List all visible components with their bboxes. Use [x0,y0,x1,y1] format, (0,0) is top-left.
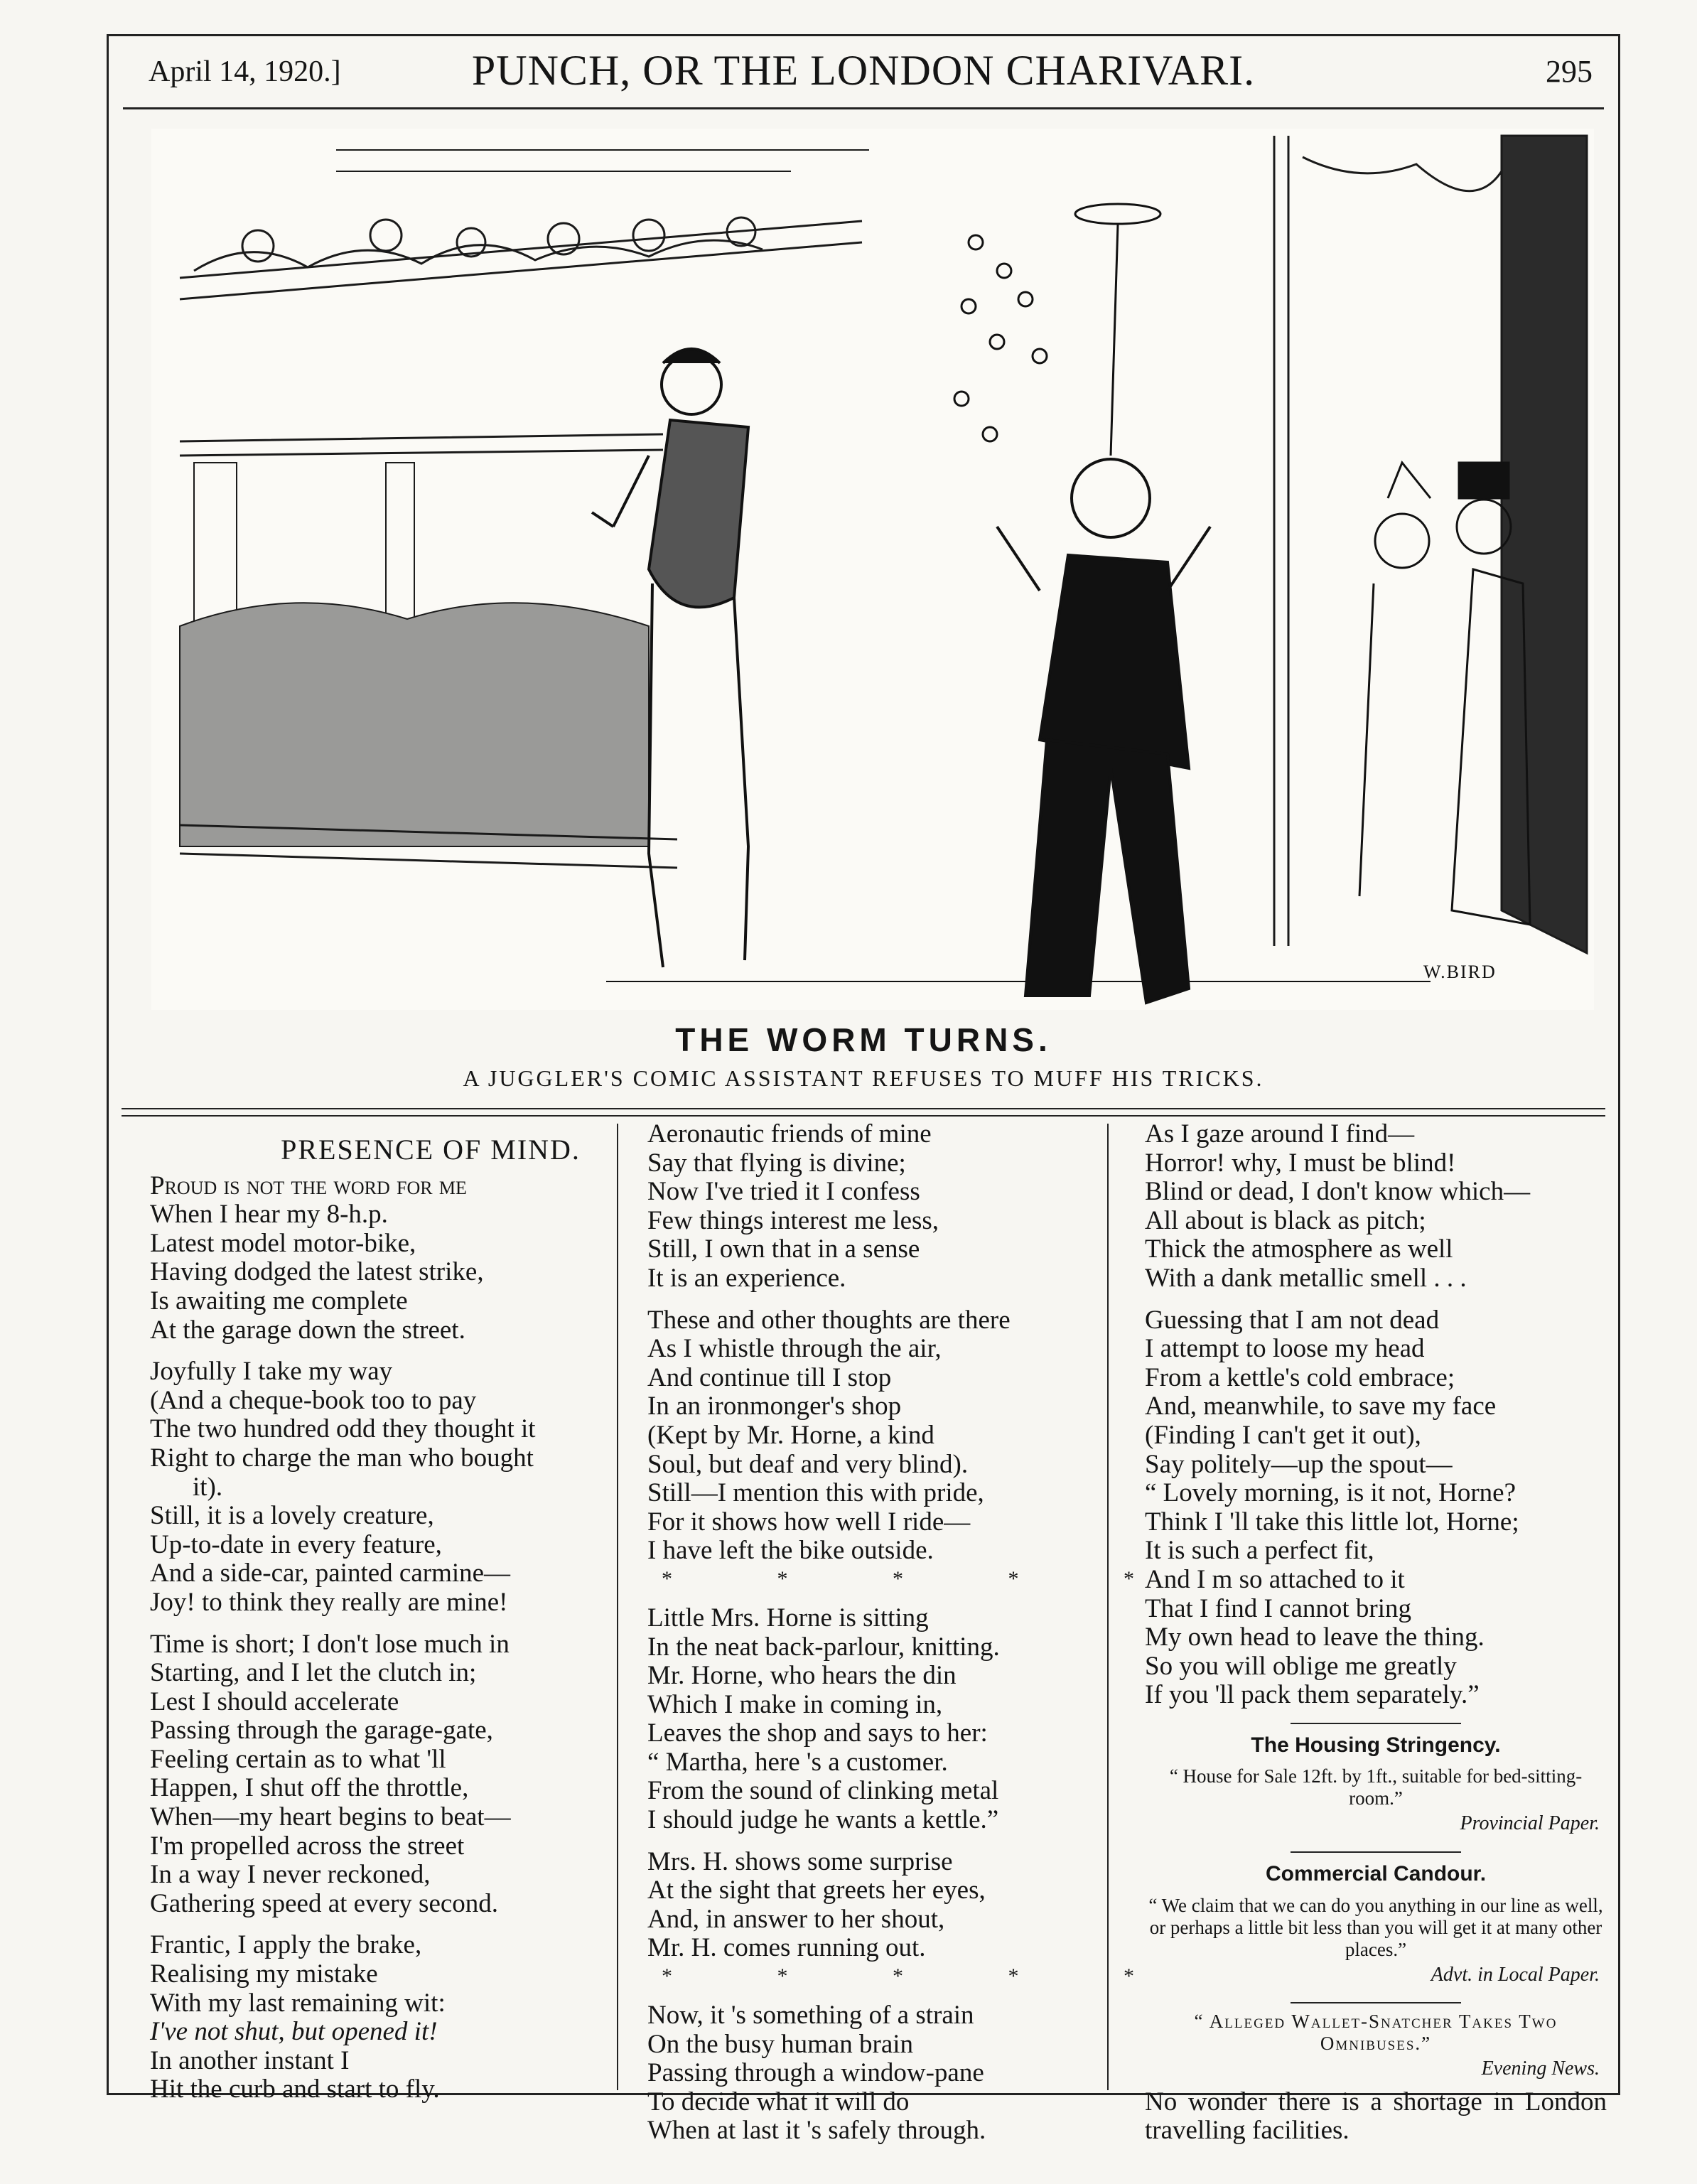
poem-line: All about is black as pitch; [1145,1205,1426,1235]
poem-line: For it shows how well I ride— [647,1507,971,1537]
poem-line: As I whistle through the air, [647,1334,942,1364]
poem-line: The two hundred odd they thought it [150,1414,536,1444]
poem-line: it). [193,1472,223,1502]
stanza [647,1306,1187,1591]
poem-line: Realising my mistake [150,1959,378,1989]
stanza [1145,1120,1607,1293]
poem-line: At the garage down the street. [150,1315,465,1345]
stanza [150,1931,711,2104]
poem-line: At the sight that greets her eyes, [647,1876,986,1905]
poem-line: Latest model motor-bike, [150,1228,416,1258]
poem-line: Happen, I shut off the throttle, [150,1773,469,1803]
section-stars: * * * * * [662,1964,1184,1989]
stanza [150,1630,711,1919]
poem-line: And I m so attached to it [1145,1564,1405,1594]
poem-line: With my last remaining wit: [150,1988,446,2018]
poem-line: Time is short; I don't lose much in [150,1629,510,1659]
poem-line: On the busy human brain [647,2029,914,2059]
stanza [647,1848,1187,1989]
issue-date: April 14, 1920.] [149,55,341,88]
poem-line: So you will oblige me greatly [1145,1651,1457,1681]
poem-line: To decide what it will do [647,2087,910,2116]
poem-line: I'm propelled across the street [150,1831,465,1861]
poem-line: Say politely—up the spout— [1145,1449,1453,1479]
poem-line: In a way I never reckoned, [150,1860,431,1890]
stanza [1145,1306,1607,1710]
poem-line: When—my heart begins to beat— [150,1802,511,1832]
poem-line: It is an experience. [647,1263,846,1293]
page-number: 295 [1546,54,1593,89]
poem-line: (Kept by Mr. Horne, a kind [647,1420,934,1450]
poem-line: “ Lovely morning, is it not, Horne? [1145,1478,1516,1508]
poem-line: I should judge he wants a kettle.” [647,1805,999,1835]
snippet-rule [1291,1851,1461,1853]
poem-line: Lest I should accelerate [150,1687,399,1716]
poem-line: I've not shut, but opened it! [150,2017,438,2047]
poem-line: Little Mrs. Horne is sitting [647,1603,929,1632]
balcony-audience [180,150,869,299]
snippet-source: Advt. in Local Paper. [1431,1963,1600,1986]
poem-line: When at last it 's safely through. [647,2116,986,2146]
poem-line: And, in answer to her shout, [647,1904,945,1934]
poem-line: These and other thoughts are there [647,1305,1011,1335]
magazine-title: PUNCH, OR THE LONDON CHARIVARI. [471,47,1256,94]
snippet-source: Provincial Paper. [1460,1812,1600,1835]
stanza [647,1120,1187,1293]
column-1 [150,1120,711,2117]
poem-line: Frantic, I apply the brake, [150,1930,422,1960]
snippet-rule [1291,1723,1461,1724]
section-stars: * * * * * [662,1566,1184,1591]
poem-line: (Finding I can't get it out), [1145,1420,1421,1450]
header-rule [123,107,1604,109]
stanza [647,2001,1187,2146]
poem-line: Which I make in coming in, [647,1689,943,1719]
poem-line: Right to charge the man who bought [150,1443,534,1473]
poem-line: Feeling certain as to what 'll [150,1744,446,1774]
snippet-source: Evening News. [1481,2057,1600,2080]
poem-line: Blind or dead, I don't know which— [1145,1177,1531,1207]
poem-line: Aeronautic friends of mine [647,1119,932,1149]
snippet-title: The Housing Stringency. [1251,1733,1501,1757]
cartoon-subtitle: A JUGGLER'S COMIC ASSISTANT REFUSES TO MUFF HIS TRICKS. [463,1065,1264,1091]
poem-line: Starting, and I let the clutch in; [150,1658,477,1688]
poem-line: In the neat back-parlour, knitting. [647,1632,1000,1662]
juggling-balls [954,204,1160,456]
poem-line: Up-to-date in every feature, [150,1529,442,1559]
poem-line: Mr. Horne, who hears the din [647,1661,957,1691]
poem-line: And a side-car, painted carmine— [150,1559,511,1588]
page-frame [107,34,1620,2146]
poem-line: Now, it 's something of a strain [647,2001,974,2030]
artist-signature: W.BIRD [1423,962,1497,982]
poem-line: Joyfully I take my way [150,1357,393,1387]
poem-line: Mrs. H. shows some surprise [647,1846,953,1876]
poem-line: Passing through the garage-gate, [150,1716,493,1745]
poem-line: Still—I mention this with pride, [647,1478,984,1508]
snippet-body: “ We claim that we can do you anything in our line as well, or perhaps a little bit less than you will get it at many other places.” [1148,1894,1603,1960]
snippet-comment: No wonder there is a shortage in London travelling facilities. [1145,2087,1607,2145]
poem-line: As I gaze around I find— [1145,1119,1415,1149]
poem-line: Passing through a window-pane [647,2058,984,2088]
poem-line: And continue till I stop [647,1362,892,1392]
poem-line: With a dank metallic smell . . . [1145,1263,1467,1293]
stalls-audience [180,434,677,868]
poem-line: It is such a perfect fit, [1145,1536,1374,1566]
cartoon-drawing [151,129,1594,1010]
poem-title: PRESENCE OF MIND. [281,1134,581,1166]
cartoon-title: THE WORM TURNS. [675,1021,1052,1058]
poem-line: From a kettle's cold embrace; [1145,1362,1455,1392]
poem-line: Thick the atmosphere as well [1145,1234,1453,1264]
poem-line: Hit the curb and start to fly. [150,2075,440,2104]
caption-rule [122,1108,1605,1117]
snippet-title: Commercial Candour. [1265,1862,1487,1886]
poem-line: Say that flying is divine; [647,1148,906,1178]
snippet-rule [1291,2002,1461,2003]
column-3 [1145,1120,1607,2145]
stage-curtain [1274,136,1587,953]
running-header [109,36,1618,93]
poem-line: In another instant I [150,2045,350,2075]
poem-line: That I find I cannot bring [1145,1593,1412,1623]
poem-line: I attempt to loose my head [1145,1334,1425,1364]
stanza [150,1357,711,1617]
poem-line: When I hear my 8-h.p. [150,1200,388,1230]
stanza [647,1604,1187,1835]
poem-line: Joy! to think they really are mine! [150,1587,508,1617]
poem-line: Think I 'll take this little lot, Horne; [1145,1507,1519,1537]
assistant-figure [997,459,1210,1003]
snippet-body: “ House for Sale 12ft. by 1ft., suitable for bed-sitting-room.” [1169,1765,1583,1809]
poem-line: “ Martha, here 's a customer. [647,1747,948,1777]
poem-line: Gathering speed at every second. [150,1888,499,1918]
poem-line: Having dodged the latest strike, [150,1257,484,1287]
poem-line: Is awaiting me complete [150,1286,408,1316]
column-2 [647,1120,1187,2158]
poem-line: My own head to leave the thing. [1145,1623,1485,1652]
poem-line: Horror! why, I must be blind! [1145,1148,1456,1178]
poem-line: Guessing that I am not dead [1145,1305,1440,1335]
poem-line: Still, I own that in a sense [647,1234,920,1264]
snippet-body: “ Alleged Wallet-Snatcher Takes Two Omnibuses.” [1194,2011,1558,2055]
poem-line: And, meanwhile, to save my face [1145,1392,1497,1421]
poem-line: Soul, but deaf and very blind). [647,1449,969,1479]
poem-line: If you 'll pack them separately.” [1145,1680,1480,1710]
poem-line: Mr. H. comes running out. [647,1933,926,1963]
poem-line: From the sound of clinking metal [647,1776,999,1806]
poem-line: Proud is not the word for me [150,1171,467,1200]
poem-line: Leaves the shop and says to her: [647,1718,988,1748]
poem-line: Few things interest me less, [647,1205,939,1235]
cartoon-illustration [151,129,1594,1010]
poem-line: In an ironmonger's shop [647,1392,902,1421]
poem-line: (And a cheque-book too to pay [150,1385,477,1415]
stanza [150,1172,711,1345]
poem-line: I have left the bike outside. [647,1536,934,1566]
poem-line: Now I've tried it I confess [647,1177,920,1207]
poem-line: Still, it is a lovely creature, [150,1501,434,1531]
